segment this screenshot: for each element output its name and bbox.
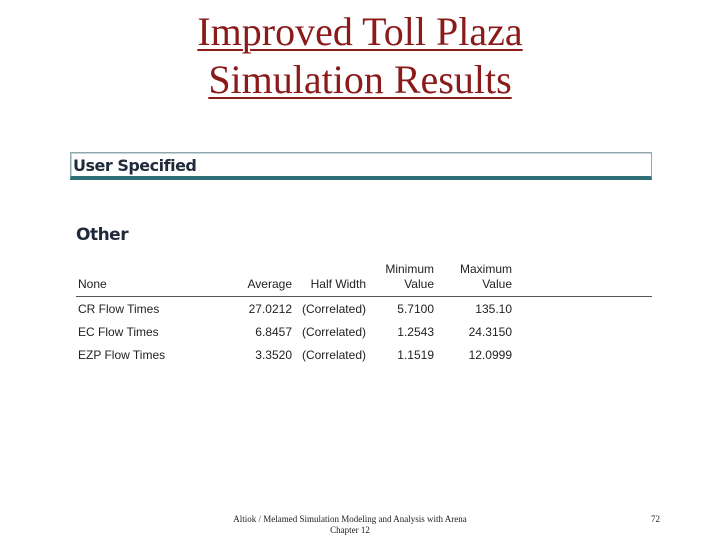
row-maximum: 24.3150 <box>468 325 512 339</box>
row-half-width: (Correlated) <box>301 302 366 316</box>
table-row <box>76 343 652 366</box>
header-minimum-line1: Minimum <box>385 262 434 276</box>
row-maximum: 12.0999 <box>468 348 512 362</box>
header-name: None <box>78 277 107 291</box>
footer-chapter: Chapter 12 <box>330 525 370 535</box>
table-row <box>76 297 652 320</box>
table-row <box>76 320 652 343</box>
header-maximum-value <box>460 262 512 292</box>
header-minimum-value <box>385 262 434 292</box>
results-table <box>76 258 652 366</box>
row-average: 6.8457 <box>255 325 292 339</box>
slide-footer <box>200 514 500 536</box>
slide-title <box>0 8 720 104</box>
footer-credit: Altiok / Melamed Simulation Modeling and Analysis with Arena <box>233 514 467 524</box>
row-half-width: (Correlated) <box>301 325 366 339</box>
row-name: EC Flow Times <box>78 325 159 339</box>
slide-title-line-2: Simulation Results <box>208 57 512 102</box>
row-minimum: 5.7100 <box>397 302 434 316</box>
row-average: 27.0212 <box>248 302 292 316</box>
row-minimum: 1.1519 <box>397 348 434 362</box>
row-name: EZP Flow Times <box>78 348 166 362</box>
subsection-heading-other: Other <box>76 225 129 245</box>
header-minimum-line2: Value <box>404 277 434 291</box>
section-header-user-specified <box>70 152 652 180</box>
row-name: CR Flow Times <box>78 302 160 316</box>
row-maximum: 135.10 <box>475 302 512 316</box>
row-half-width: (Correlated) <box>301 348 366 362</box>
section-header-label: User Specified <box>73 156 197 175</box>
slide-title-line-1: Improved Toll Plaza <box>197 9 523 54</box>
header-half-width: Half Width <box>310 277 366 291</box>
table-header-row <box>76 258 652 297</box>
header-average: Average <box>247 277 292 291</box>
row-minimum: 1.2543 <box>397 325 434 339</box>
row-average: 3.3520 <box>255 348 292 362</box>
page-number: 72 <box>651 514 660 524</box>
header-maximum-line1: Maximum <box>459 262 512 276</box>
header-maximum-line2: Value <box>482 277 512 291</box>
